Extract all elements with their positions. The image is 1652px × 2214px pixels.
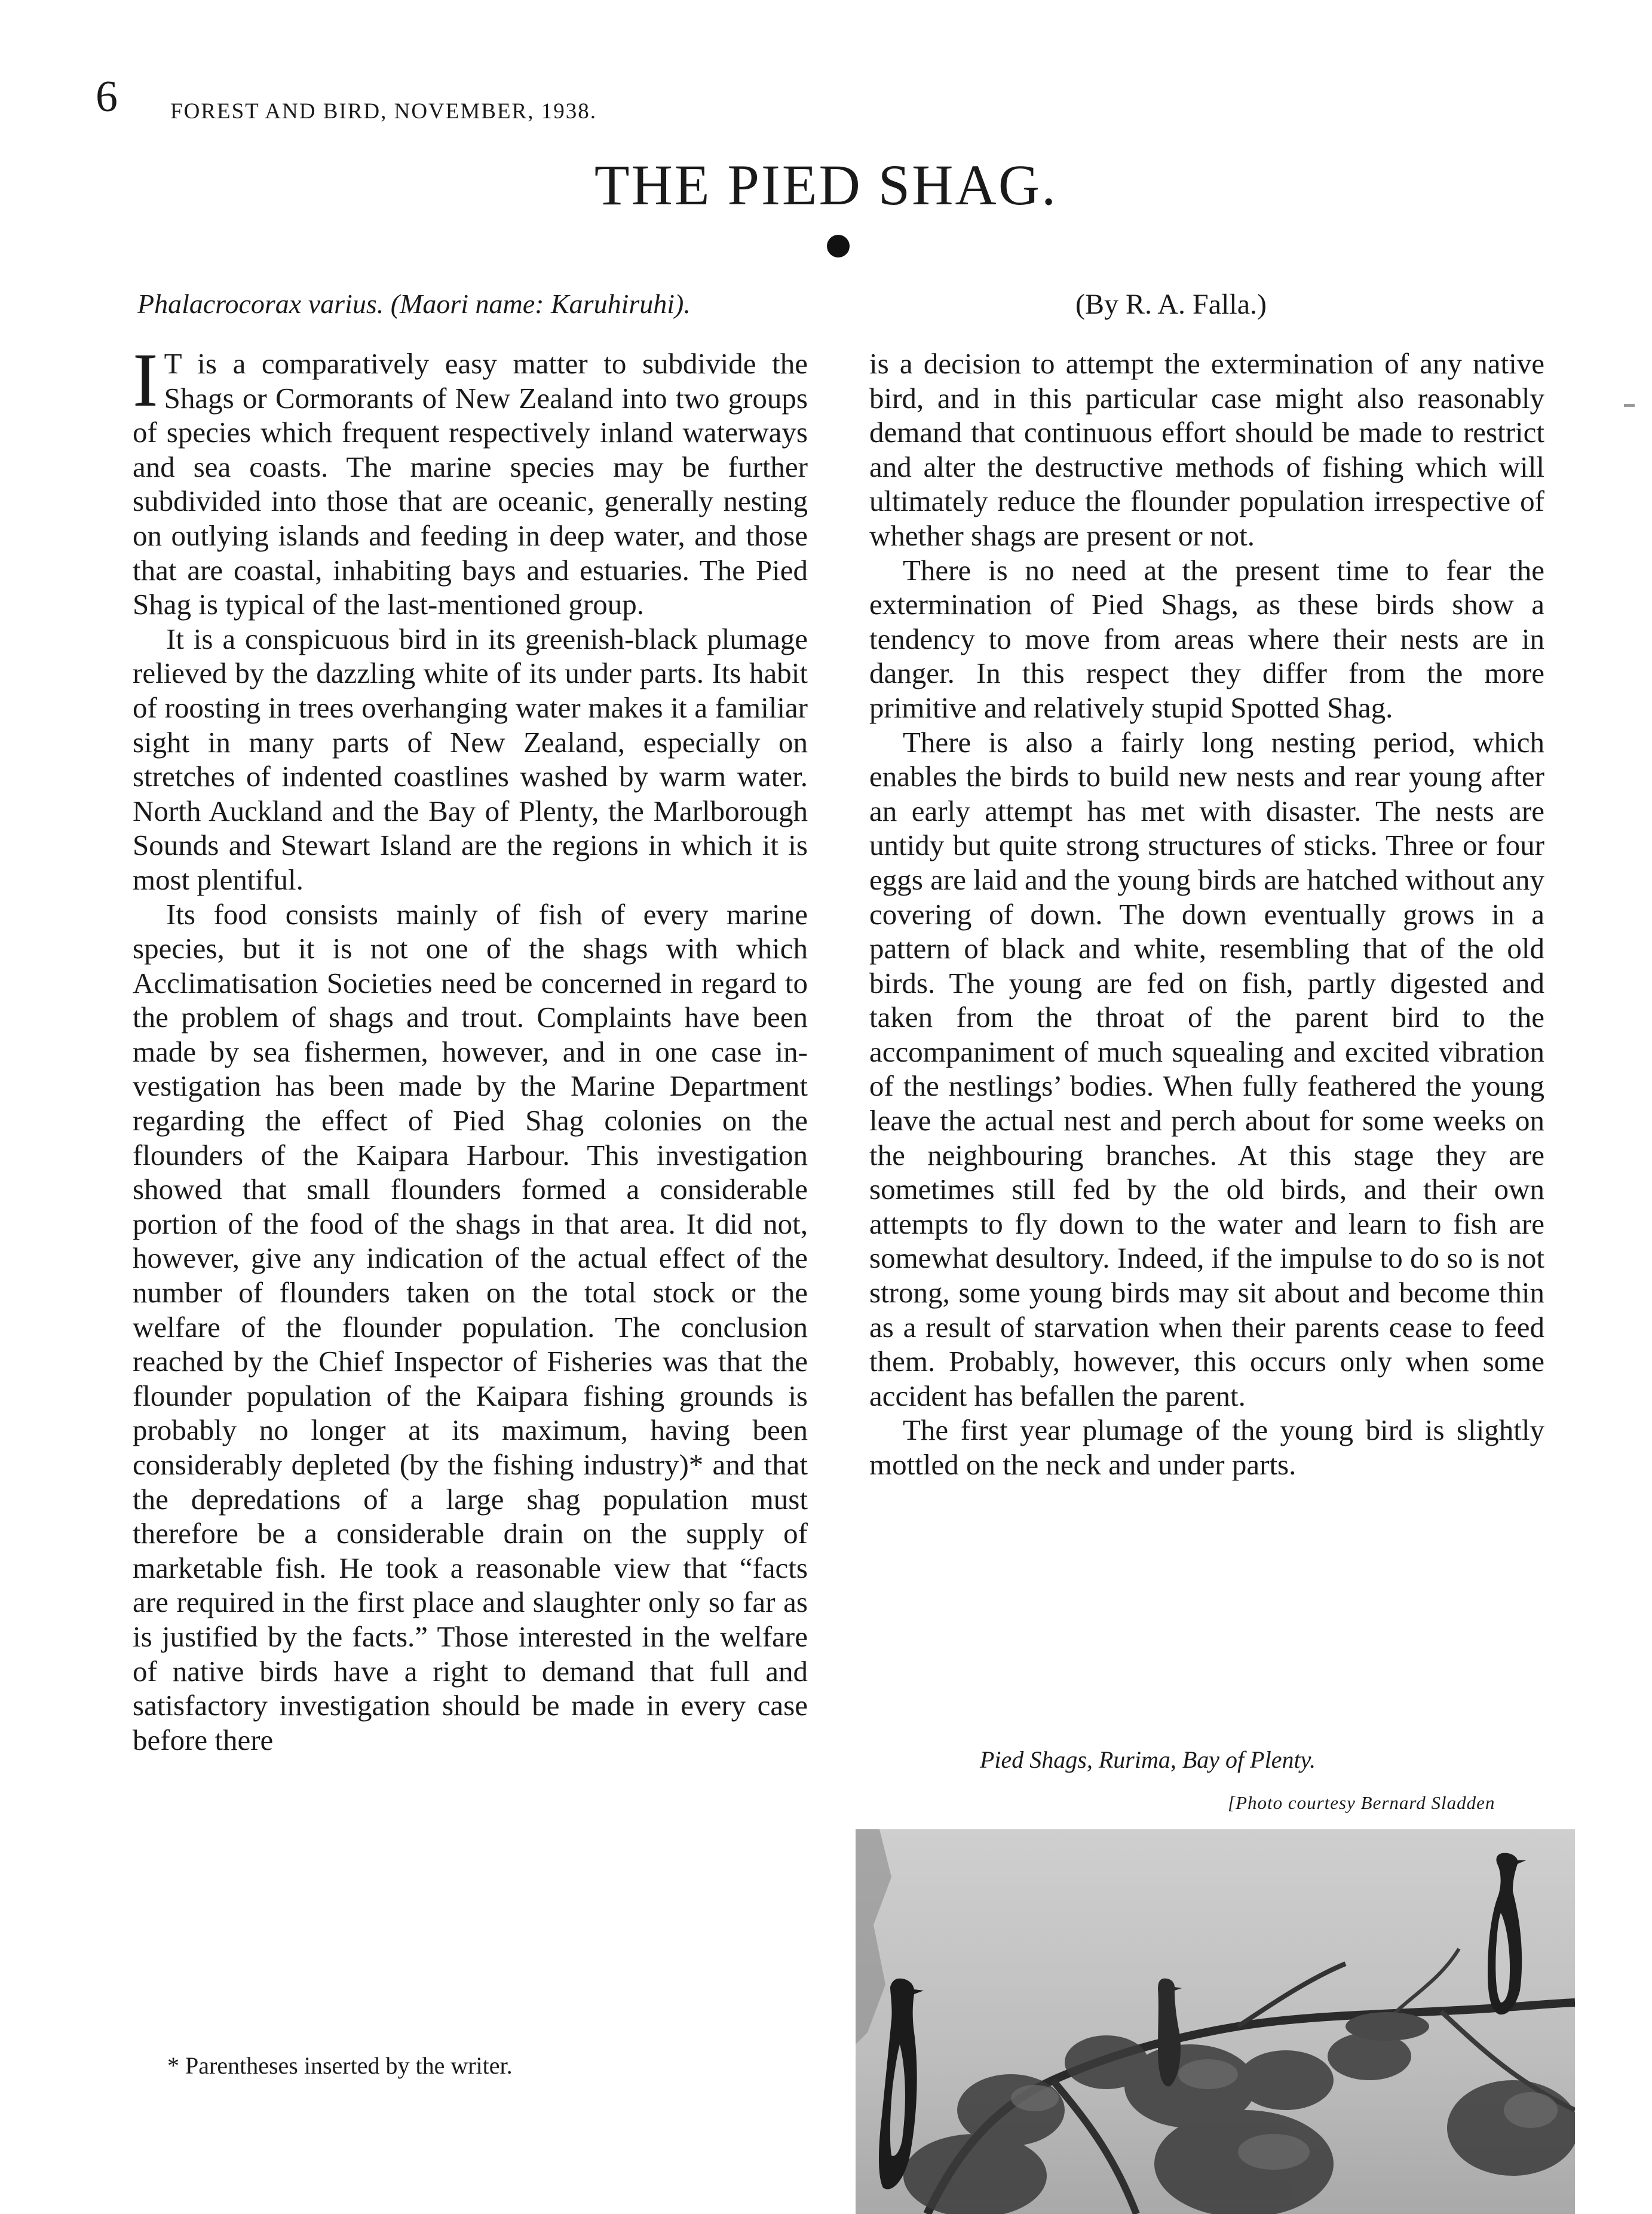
- paragraph: There is also a fairly long nesting period, which enables the birds to build new nests and rear young after an early attempt has met with disaster. The nests are untidy but quite strong structures of sticks. Three or four eggs are laid and the young birds are hatched without any covering of down. The down eventually grows in a pattern of black and white, resembling that of the old birds. The young are fed on fish, partly digested and taken from the throat of the parent bird to the accompaniment of much squealing and excited vibration of the nestlings’ bodies. When fully feathered the young leave the actual nest and perch about for some weeks on the neighbouring branches. At this stage they are sometimes still fed by the old birds, and their own attempts to fly down to the water and learn to fish are somewhat desultory. Indeed, if the impulse to do so is not strong, some young birds may sit about and become thin as a result of starvation when their parents cease to feed them. Probably, however, this occurs only when some accident has befallen the parent.: [869, 725, 1544, 1412]
- nest: [1345, 2012, 1429, 2041]
- scan-mark: [1624, 404, 1635, 407]
- paragraph-text: T is a comparatively easy matter to subdivide the Shags or Cormorants of New Zealand into two groups of species which frequent respectively inland waterways and sea coasts. The marine species may be further subdivided into those that are oceanic, generally nesting on outlying islands and feeding in deep water, and those that are coastal, inhabiting bays and estuaries. The Pied Shag is typical of the last-mentioned group.: [133, 347, 808, 621]
- byline: (By R. A. Falla.): [1075, 289, 1267, 320]
- footnote: * Parentheses inserted by the writer.: [167, 2052, 513, 2079]
- paragraph: Its food consists mainly of fish of every marine species, but it is not one of the shags with which Acclimatisation Societies need be concerned in regard to the problem of shags and trout. Complaints have been made by sea fishermen, however, and in one case investigation has been made by the Marine Department regarding the effect of Pied Shag colonies on the flounders of the Kaipara Harbour. This investigation showed that small flounders formed a considerable portion of the food of the shags in that area. It did not, however, give any indication of the actual effect of the number of flounders taken on the total stock or the welfare of the flounder population. The conclusion reached by the Chief Inspector of Fisheries was that the flounder population of the Kaipara fishing grounds is probably no longer at its maximum, having been considerably depleted (by the fishing industry)* and that the depredations of a large shag population must therefore be a considerable drain on the supply of marketable fish. He took a reasonable view that “facts are required in the first place and slaughter only so far as is justified by the facts.” Those interested in the welfare of native birds have a right to demand that full and satisfactory investigation should be made in every case before there: [133, 897, 808, 1756]
- left-column: [133, 338, 808, 1757]
- scientific-name-line: Phalacrocorax varius. (Maori name: Karuhiruhi).: [137, 289, 691, 319]
- paragraph: The first year plumage of the young bird is slightly mottled on the neck and under parts.: [869, 1413, 1544, 1481]
- paragraph: It is a conspicuous bird in its greenish-black plumage relieved by the dazzling white of its under parts. Its habit of roosting in trees overhanging water makes it a familiar sight in many parts of New Zealand, especially on stretches of indented coastlines washed by warm water. North Auckland and the Bay of Plenty, the Marlborough Sounds and Stewart Island are the regions in which it is most plentiful.: [133, 622, 808, 896]
- drop-cap: I: [133, 338, 158, 422]
- photo-illustration: [856, 1829, 1575, 2214]
- paragraph: [133, 338, 808, 622]
- paragraph: There is no need at the present time to fear the extermination of Pied Shags, as these birds show a tendency to move from areas where their nests are in danger. In this respect they differ from the more primitive and relatively stupid Spotted Shag.: [869, 553, 1544, 724]
- photo-caption: Pied Shags, Rurima, Bay of Plenty.: [980, 1746, 1316, 1773]
- article-title: THE PIED SHAG.: [594, 153, 1058, 217]
- page-number: 6: [96, 72, 118, 121]
- right-column: [869, 346, 1544, 1482]
- photo-pied-shags: [856, 1829, 1575, 2214]
- title-bullet-ornament: [827, 235, 850, 257]
- photo-credit: [Photo courtesy Bernard Sladden: [1228, 1792, 1495, 1813]
- running-head: FOREST AND BIRD, NOVEMBER, 1938.: [170, 99, 597, 124]
- paragraph: is a decision to attempt the extermination of any native bird, and in this particular case might also reasonably demand that continuous effort should be made to restrict and alter the destructive methods of fishing which will ultimately reduce the flounder population irrespective of whether shags are present or not.: [869, 347, 1544, 552]
